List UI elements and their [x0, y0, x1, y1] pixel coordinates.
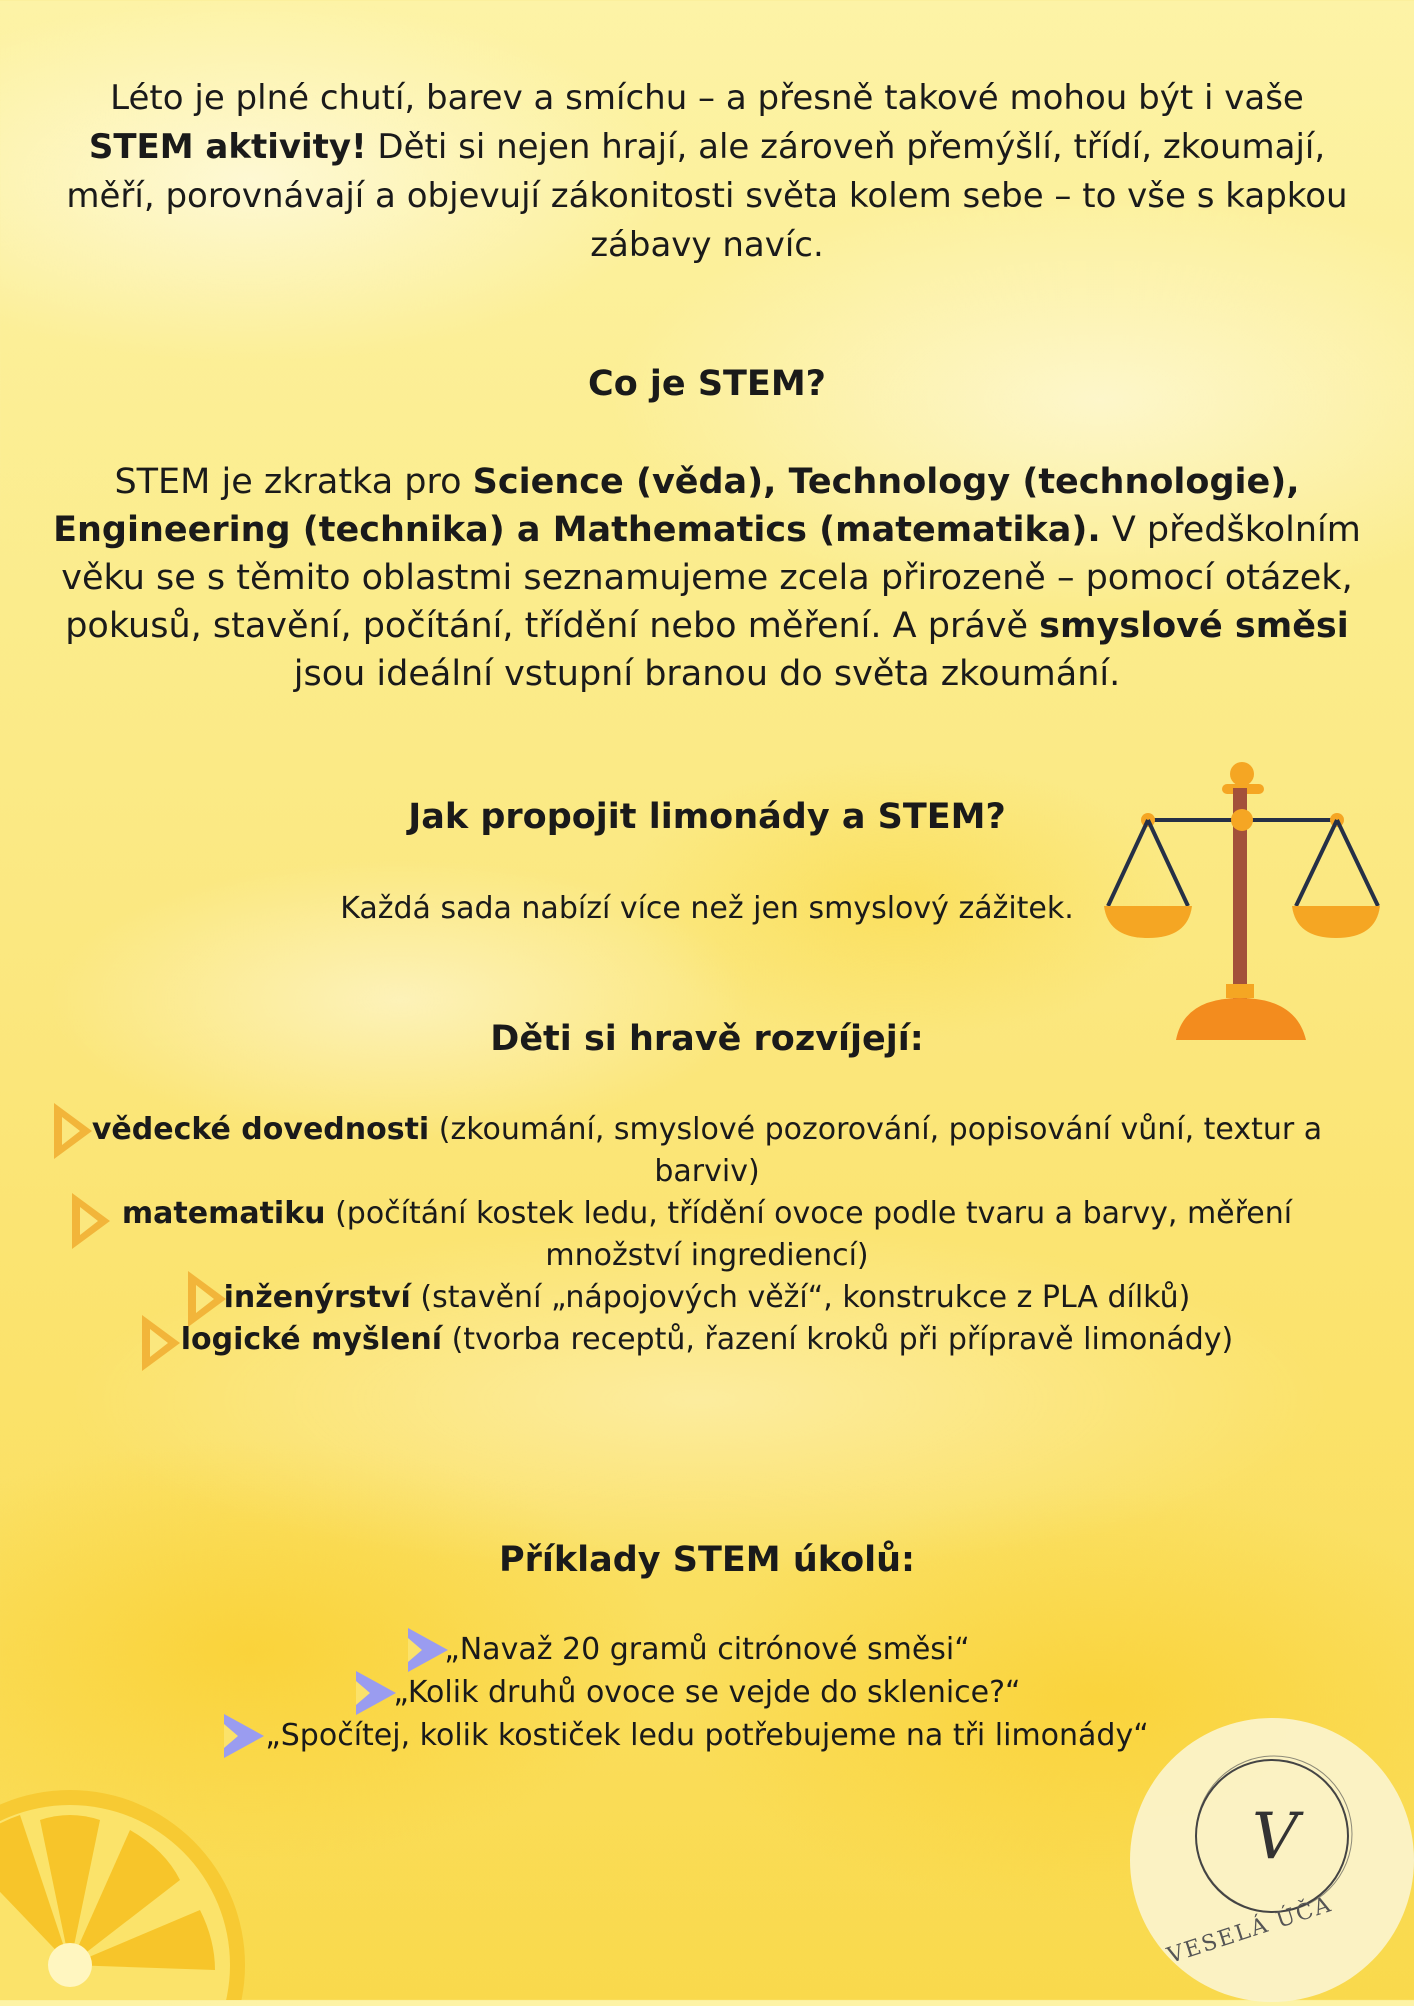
- stem-bold1: Science (věda), Technology (technologie), Engineering (technika) a Mathematics (matematika).: [53, 462, 1300, 550]
- intro-bold: STEM aktivity!: [88, 127, 367, 167]
- list-item: [0, 1319, 1414, 1361]
- lemon-slice-icon: [0, 1790, 260, 2000]
- scale-icon: [1100, 762, 1380, 1042]
- stem-p1: STEM je zkratka pro: [114, 462, 473, 502]
- triangle-bullet-icon: [54, 1103, 92, 1159]
- skill-text: (zkoumání, smyslové pozorování, popisování vůní, textur a: [429, 1112, 1323, 1147]
- list-item: [0, 1193, 1414, 1277]
- skill-text: (počítání kostek ledu, třídění ovoce podle tvaru a barvy, měření: [325, 1196, 1293, 1231]
- stem-bold2: smyslové směsi: [1039, 606, 1349, 646]
- list-item: [0, 1628, 1414, 1671]
- logo-brand-text: VESELÁ ÚČA: [1164, 1892, 1336, 1969]
- stem-paragraph: [0, 458, 1414, 698]
- logo-letter: V: [1252, 1800, 1301, 1874]
- stem-p3: jsou ideální vstupní branou do světa zkoumání.: [293, 654, 1121, 694]
- heading-priklady: Příklady STEM úkolů:: [498, 1540, 916, 1580]
- skills-list: [0, 1109, 1414, 1361]
- skill-text2: barviv): [654, 1154, 760, 1189]
- intro-rest: Děti si nejen hrají, ale zároveň přemýšlí, třídí, zkoumají, měří, porovnávají a objevují zákonitosti světa kolem sebe – to vše s kapkou zábavy navíc.: [66, 127, 1348, 265]
- skill-text: (stavění „nápojových věží“, konstrukce z PLA dílků): [410, 1280, 1191, 1315]
- intro-line1: Léto je plné chutí, barev a smíchu – a přesně takové mohou být i vaše: [110, 78, 1304, 118]
- skill-bold: matematiku: [121, 1196, 326, 1231]
- task-text: „Navaž 20 gramů citrónové směsi“: [444, 1632, 970, 1667]
- list-item: [0, 1277, 1414, 1319]
- skill-text2: množství ingrediencí): [545, 1238, 869, 1273]
- list-item: [0, 1109, 1414, 1193]
- task-text: „Kolik druhů ovoce se vejde do sklenice?“: [393, 1675, 1021, 1710]
- chevron-bullet-icon: [408, 1628, 448, 1672]
- stem-p2: V předškolním věku se s těmito oblastmi seznamujeme zcela přirozeně – pomocí otázek, pokusů, stavění, počítání, třídění nebo měření. A právě: [61, 510, 1361, 646]
- heading-deti-rozvijeji: Děti si hravě rozvíjejí:: [490, 1019, 924, 1059]
- chevron-bullet-icon: [224, 1714, 264, 1758]
- heading-jak-propojit: Jak propojit limonády a STEM?: [408, 797, 1006, 837]
- triangle-bullet-icon: [72, 1193, 110, 1249]
- skill-bold: logické myšlení: [180, 1322, 443, 1357]
- intro-paragraph: [0, 74, 1414, 270]
- task-text: „Spočítej, kolik kostiček ledu potřebujeme na tři limonády“: [265, 1718, 1149, 1753]
- skill-bold: vědecké dovednosti: [91, 1112, 430, 1147]
- triangle-bullet-icon: [142, 1315, 180, 1371]
- jak-text: Každá sada nabízí více než jen smyslový zážitek.: [340, 891, 1074, 926]
- brand-logo: [1130, 1718, 1414, 2006]
- list-item: [0, 1671, 1414, 1714]
- chevron-bullet-icon: [356, 1671, 396, 1715]
- skill-bold: inženýrství: [223, 1280, 411, 1315]
- heading-co-je-stem: Co je STEM?: [588, 364, 826, 404]
- skill-text: (tvorba receptů, řazení kroků při přípravě limonády): [442, 1322, 1234, 1357]
